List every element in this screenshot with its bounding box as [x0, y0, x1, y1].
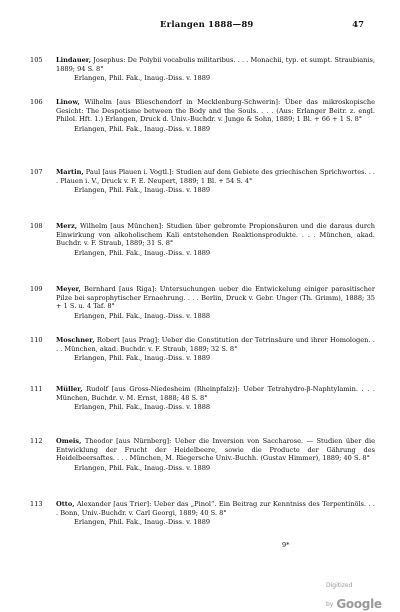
entry-number: 105 [30, 56, 43, 64]
entry-author: Meyer, [56, 285, 81, 293]
bibliography-entry [30, 168, 375, 195]
entry-note: Erlangen, Phil. Fak., Inaug.-Diss. v. 1889 [74, 74, 211, 83]
entry-number: 110 [30, 336, 43, 344]
entry-author: Lindauer, [56, 56, 92, 64]
entry-note: Erlangen, Phil. Fak., Inaug.-Diss. v. 1888 [74, 311, 211, 320]
entry-body [56, 222, 375, 248]
watermark-brand: Google [336, 597, 382, 611]
entry-body [56, 385, 375, 402]
bibliography-entry [30, 98, 375, 133]
entry-text: Wilhelm [aus Blieschendorf in Mecklenburg-Schwerin]: Über das mikroskopische Gesicht: The Despotisme between the Body and the Souls. . . . (Aus: Erlanger Beitr. z. engl. Philol. Hft. 1.) Erlangen, Druck d. Univ.-Buchdr. v. Junge & Sohn, 1889; 1 Bl. + 66 + 1 S. 8° [56, 98, 375, 124]
entry-body [56, 285, 375, 311]
entry-author: Müller, [56, 385, 83, 393]
entry-body [56, 500, 375, 517]
entry-text: Bernhard [aus Riga]: Untersuchungen ueber die Entwickelung einiger parasitischer Pilze bei saprophytischer Ernaehrung. . . . Berlin, Druck v. Gebr. Unger (Th. Grimm), 1888; 35 + 1 S. u. 4 Taf. 8° [56, 285, 375, 311]
page-header [0, 20, 400, 34]
entry-number: 106 [30, 98, 43, 106]
entry-number: 112 [30, 437, 43, 445]
digitized-watermark [326, 574, 400, 612]
entry-body [56, 168, 375, 185]
entry-number: 107 [30, 168, 43, 176]
running-head: Erlangen 1888—89 [160, 20, 254, 30]
entry-author: Martin, [56, 168, 84, 176]
entry-note: Erlangen, Phil. Fak., Inaug.-Diss. v. 1889 [74, 518, 211, 527]
bibliography-entry [30, 385, 375, 412]
entry-author: Otto, [56, 500, 75, 508]
entry-author: Linow, [56, 98, 80, 106]
entry-text: Rudolf [aus Gross-Niedesheim (Rheinpfalz)]: Ueber Tetrahydro-β-Naphtylamin. . . . München, Buchdr. v. M. Ernst, 1888; 48 S. 8° [56, 385, 375, 402]
bibliography-entry [30, 500, 375, 527]
bibliography-entry [30, 56, 375, 83]
entry-text: Robert [aus Prag]: Ueber die Constitution der Tetrinsäure und ihrer Homologen. . . . München, akad. Buchdr. v. F. Straub, 1889; 32 S. 8° [56, 336, 375, 353]
watermark-prefix: Digitized by [326, 582, 353, 608]
bibliography-entry [30, 336, 375, 363]
entry-note: Erlangen, Phil. Fak., Inaug.-Diss. v. 1888 [74, 403, 211, 412]
bibliography-entry [30, 222, 375, 257]
entry-note: Erlangen, Phil. Fak., Inaug.-Diss. v. 1889 [74, 463, 211, 472]
entry-note: Erlangen, Phil. Fak., Inaug.-Diss. v. 1889 [74, 248, 211, 257]
entry-number: 113 [30, 500, 43, 508]
page-number: 47 [352, 20, 364, 30]
bibliography-entry [30, 437, 375, 472]
entry-text: Theodor [aus Nürnberg]: Ueber die Inversion von Saccharose. — Studien über die Entwicklung der Frucht der Heidelbeere, sowie die Producte der Gährung des Heidelbeersaftes. . . . München, M. Riegersche Univ.-Buchh. (Gustav Himmer), 1889; 40 S. 8° [56, 437, 375, 463]
entry-text: Paul [aus Plauen i. Vogtl.]: Studien auf dem Gebiete des griechischen Sprichwortes. . . . Plauen i. V., Druck v. F. E. Neupert, 1889; 1 Bl. + 54 S. 4° [56, 168, 375, 185]
entry-author: Omeis, [56, 437, 82, 445]
entry-body [56, 336, 375, 353]
signature-mark: 9* [282, 541, 290, 549]
entry-body [56, 56, 375, 73]
entry-text: Josephus: De Polybii vocabulis militaribus. . . . Monachii, typ. et sumpt. Straubianis, 1889; 94 S. 8° [56, 56, 375, 73]
entry-number: 109 [30, 285, 43, 293]
entry-note: Erlangen, Phil. Fak., Inaug.-Diss. v. 1889 [74, 186, 211, 195]
entry-body [56, 437, 375, 463]
entry-note: Erlangen, Phil. Fak., Inaug.-Diss. v. 1889 [74, 354, 211, 363]
entry-number: 111 [30, 385, 43, 393]
entry-text: Wilhelm [aus München]: Studien über gebromte Propionsäuren und die daraus durch Einwirkung von alkoholischem Kali entstehenden Reaktionsprodukte. . . . München, akad. Buchdr. v. F. Straub, 1889; 31 S. 8° [56, 222, 375, 248]
entry-text: Alexander [aus Trier]: Ueber das „Pinol“. Ein Beitrag zur Kenntniss des Terpentinöls. . . . Bonn, Univ.-Buchdr. v. Carl Georgi, 1889; 40 S. 8° [56, 500, 375, 517]
entry-author: Merz, [56, 222, 78, 230]
entry-body [56, 98, 375, 124]
entry-author: Moschner, [56, 336, 95, 344]
entry-number: 108 [30, 222, 43, 230]
entry-note: Erlangen, Phil. Fak., Inaug.-Diss. v. 1889 [74, 124, 211, 133]
bibliography-entry [30, 285, 375, 320]
